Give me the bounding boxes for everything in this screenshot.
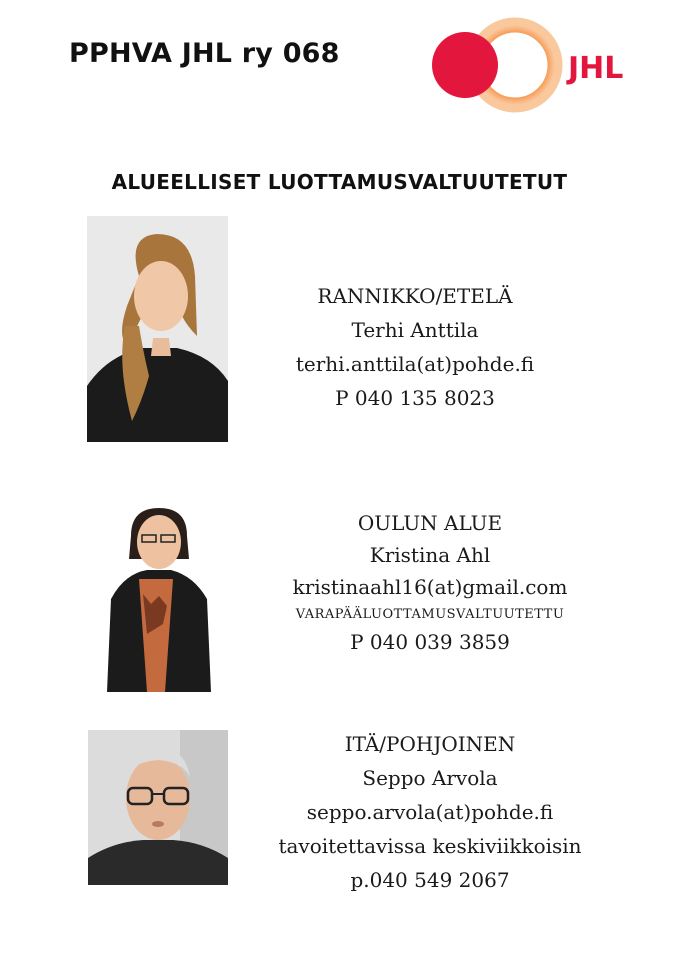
photo-seppo-arvola [88,730,228,885]
region-label: ITÄ/POHJOINEN [344,732,516,756]
name-label: Terhi Anttila [351,318,479,342]
section-title: ALUEELLISET LUOTTAMUSVALTUUTETUT [111,170,568,194]
region-label: OULUN ALUE [357,511,503,535]
phone-label: P 040 135 8023 [335,386,495,410]
name-label: Seppo Arvola [362,766,498,790]
representative-card-3 [270,732,590,892]
representative-card-2 [270,512,590,653]
email-label: seppo.arvola(at)pohde.fi [306,800,554,824]
name-label: Kristina Ahl [369,543,491,567]
representative-card-1 [270,284,560,410]
organization-title: PPHVA JHL ry 068 [69,38,340,69]
phone-label: p.040 549 2067 [350,868,510,892]
photo-kristina-ahl [99,504,217,692]
availability-label: tavoitettavissa keskiviikkoisin [278,834,582,858]
photo-terhi-anttila [87,216,228,442]
logo-text: JHL [568,51,624,86]
role-label: VARAPÄÄLUOTTAMUSVALTUUTETTU [295,607,565,622]
region-label: RANNIKKO/ETELÄ [317,284,513,308]
jhl-logo [430,14,645,114]
email-label: kristinaahl16(at)gmail.com [292,575,568,599]
email-label: terhi.anttila(at)pohde.fi [295,352,535,376]
phone-label: P 040 039 3859 [350,630,510,654]
